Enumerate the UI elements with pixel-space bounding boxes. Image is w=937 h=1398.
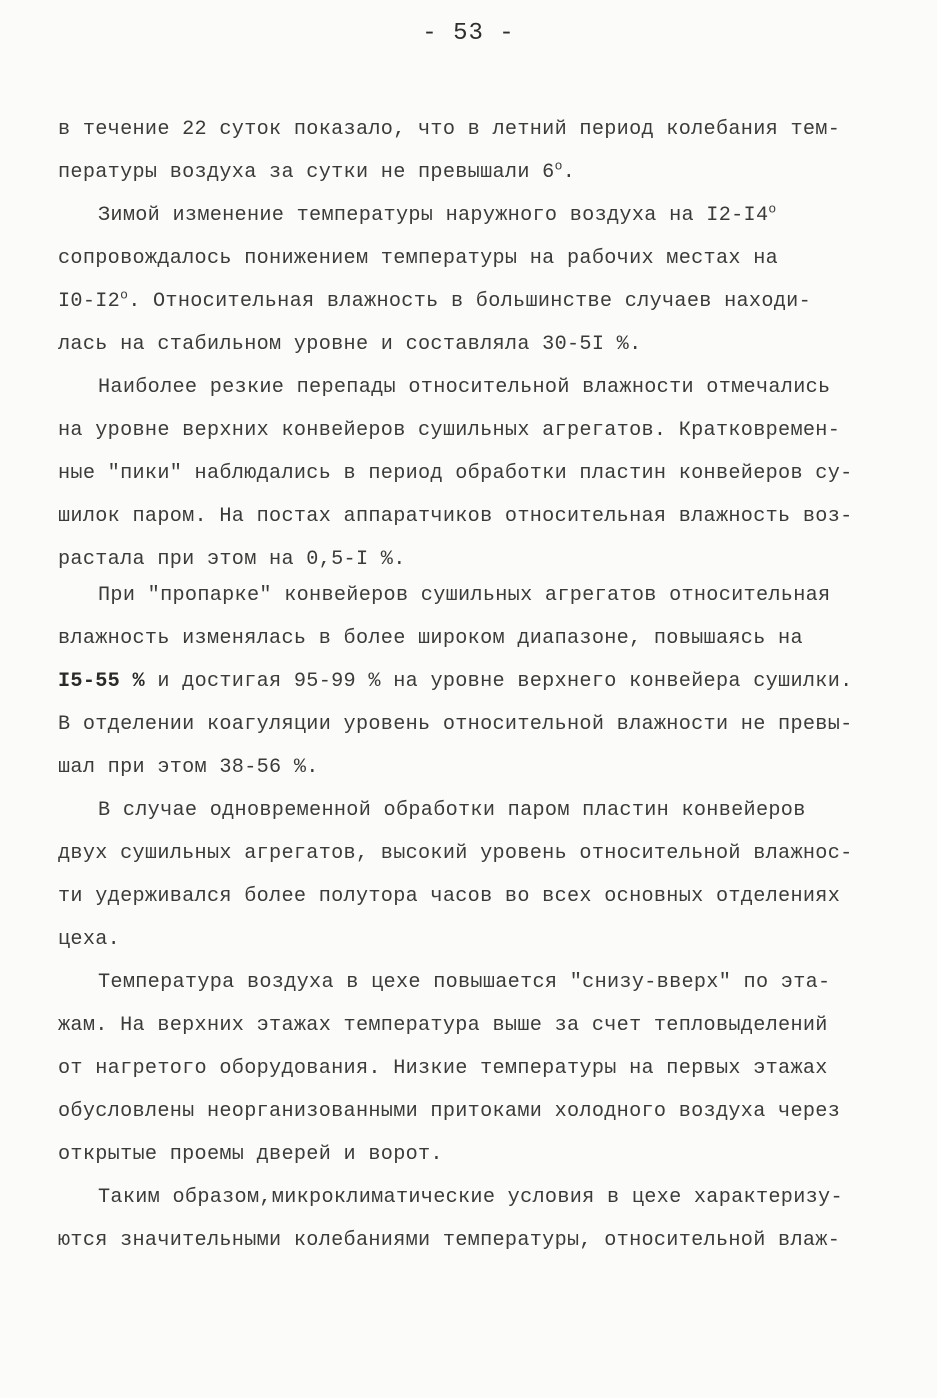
text-line: ти удерживался более полутора часов во всех основных отделениях: [58, 885, 841, 908]
text-span: Зимой изменение температуры наружного воздуха на I2-I4: [98, 204, 769, 227]
text-line: шал при этом 38-56 %.: [58, 756, 319, 779]
text-line: двух сушильных агрегатов, высокий уровень относительной влажнос-: [58, 842, 853, 865]
text-line: растала при этом на 0,5-I %.: [58, 548, 406, 571]
text-line: Наиболее резкие перепады относительной влажности отмечались: [98, 376, 831, 399]
degree-superscript: о: [554, 158, 563, 174]
text-line: открытые проемы дверей и ворот.: [58, 1143, 443, 1166]
text-line: [58, 670, 853, 693]
text-span: . Относительная влажность в большинстве случаев находи-: [128, 290, 811, 313]
text-line: в течение 22 суток показало, что в летний период колебания тем-: [58, 118, 841, 141]
text-line: [98, 201, 777, 227]
text-line: сопровождалось понижением температуры на рабочих местах на: [58, 247, 779, 270]
text-span: I0-I2: [58, 290, 121, 313]
text-line: ются значительными колебаниями температуры, относительной влаж-: [58, 1229, 841, 1252]
text-line: [58, 158, 576, 184]
page-number: - 53 -: [422, 20, 515, 47]
text-line: Температура воздуха в цехе повышается "снизу-вверх" по эта-: [98, 971, 831, 994]
text-line: В отделении коагуляции уровень относительной влажности не превы-: [58, 713, 853, 736]
degree-superscript: о: [768, 201, 777, 217]
text-span: .: [562, 161, 576, 184]
text-line: В случае одновременной обработки паром пластин конвейеров: [98, 799, 806, 822]
degree-superscript: о: [120, 287, 129, 303]
text-line: цеха.: [58, 928, 121, 951]
text-line: ные "пики" наблюдались в период обработки пластин конвейеров су-: [58, 462, 853, 485]
text-line: [58, 287, 811, 313]
text-span: пературы воздуха за сутки не превышали 6: [58, 161, 555, 184]
text-span: и достигая 95-99 % на уровне верхнего конвейера сушилки.: [144, 670, 853, 693]
text-line: лась на стабильном уровне и составляла 30-5I %.: [58, 333, 642, 356]
text-line: влажность изменялась в более широком диапазоне, повышаясь на: [58, 627, 803, 650]
text-line: от нагретого оборудования. Низкие температуры на первых этажах: [58, 1057, 828, 1080]
text-line: жам. На верхних этажах температура выше за счет тепловыделений: [58, 1014, 828, 1037]
text-line: При "пропарке" конвейеров сушильных агрегатов относительная: [98, 584, 831, 607]
text-line: Таким образом,микроклиматические условия в цехе характеризу-: [98, 1186, 843, 1209]
text-line: на уровне верхних конвейеров сушильных агрегатов. Кратковремен-: [58, 419, 841, 442]
highlighted-value: I5-55 %: [58, 670, 145, 693]
text-line: обусловлены неорганизованными притоками холодного воздуха через: [58, 1100, 841, 1123]
text-line: шилок паром. На постах аппаратчиков относительная влажность воз-: [58, 505, 853, 528]
